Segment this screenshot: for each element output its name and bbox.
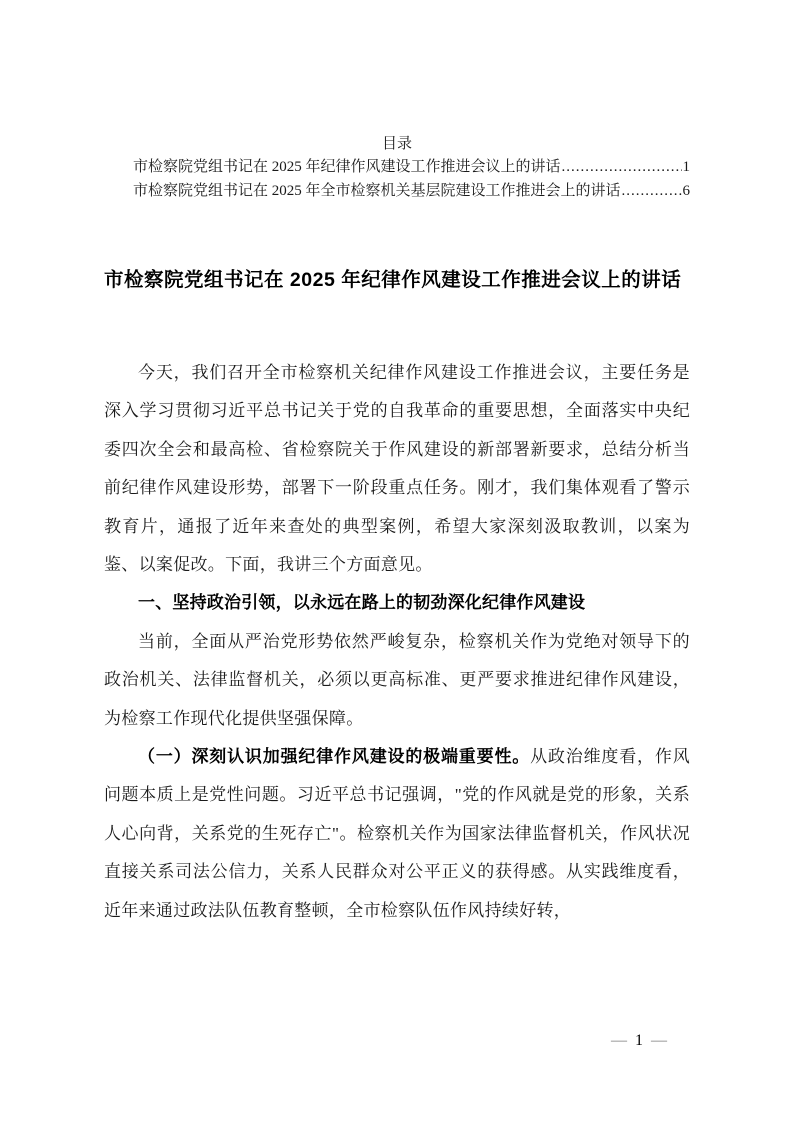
section-heading-1: 一、坚持政治引领，以永远在路上的韧劲深化纪律作风建设 [138, 593, 586, 613]
footer-dash-right: — [651, 1032, 667, 1049]
toc-entry-title[interactable]: 市检察院党组书记在 2025 年纪律作风建设工作推进会议上的讲话 [133, 159, 561, 175]
footer-dash-left: — [611, 1032, 627, 1049]
toc-entry-page-number: 6 [682, 182, 690, 199]
document-title: 市检察院党组书记在 2025 年纪律作风建设工作推进会议上的讲话 [104, 269, 682, 291]
paragraph-subsection-1 [104, 738, 690, 930]
document-body [104, 354, 690, 930]
table-of-contents [104, 133, 690, 203]
toc-entry-page-number: 1 [682, 159, 690, 175]
subsection-bold-lead: （一）深刻认识加强纪律作风建设的极端重要性。 [138, 747, 531, 767]
toc-dot-leader [622, 180, 682, 204]
paragraph-intro: 今天，我们召开全市检察机关纪律作风建设工作推进会议，主要任务是深入学习贯彻习近平总书记关于党的自我革命的重要思想，全面落实中央纪委四次全会和最高检、省检察院关于作风建设的新部署新要求，总结分析当前纪律作风建设形势，部署下一阶段重点任务。刚才，我们集体观看了警示教育片，通报了近年来查处的典型案例，希望大家深刻汲取教训，以案为鉴、以案促改。下面，我讲三个方面意见。 [104, 363, 690, 575]
paragraph-current-situation: 当前，全面从严治党形势依然严峻复杂，检察机关作为党绝对领导下的政治机关、法律监督机关，必须以更高标准、更严要求推进纪律作风建设，为检察工作现代化提供坚强保障。 [104, 631, 690, 728]
page-footer [611, 1030, 667, 1052]
toc-entry[interactable] [133, 156, 690, 180]
page-number: 1 [635, 1032, 643, 1049]
toc-heading: 目录 [381, 136, 412, 152]
toc-entry[interactable] [133, 180, 690, 204]
subsection-body-text: 从政治维度看，作风问题本质上是党性问题。习近平总书记强调，"党的作风就是党的形象，关系人心向背，关系党的生死存亡"。检察机关作为国家法律监督机关，作风状况直接关系司法公信力，关系人民群众对公平正义的获得感。从实践维度看，近年来通过政法队伍教育整顿，全市检察队伍作风持续好转， [104, 747, 690, 920]
toc-entry-title[interactable]: 市检察院党组书记在 2025 年全市检察机关基层院建设工作推进会上的讲话 [133, 182, 621, 199]
toc-dot-leader [562, 156, 682, 180]
